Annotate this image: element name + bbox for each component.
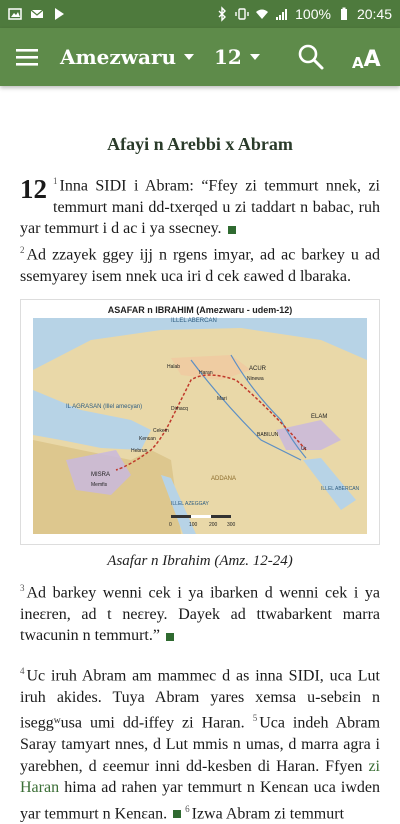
verse-number[interactable]: 1 [53,176,58,186]
map-svg [21,300,379,544]
paragraph [20,578,380,647]
map-label: Ninewa [247,376,264,383]
battery-percent: 100% [295,6,331,22]
gallery-icon [8,7,22,21]
verse-number[interactable]: 3 [20,583,25,594]
chevron-down-icon [250,54,260,60]
notification-icons [8,7,66,21]
paragraph [20,171,380,287]
svg-text:100: 100 [189,522,198,529]
verse-number[interactable]: 5 [252,713,258,724]
highlighted-text[interactable]: zi Haran [20,757,380,797]
reading-pane[interactable] [0,86,400,822]
map-label: Hebrun [131,448,148,455]
book-selector[interactable] [60,45,194,69]
book-name: Amezwaru [60,45,177,69]
map-label: ILLEL ABERCAN [321,486,360,493]
chapter-name: 12 [214,45,242,69]
wifi-icon [255,7,269,21]
verse-number[interactable]: 4 [20,665,25,676]
status-bar [0,0,400,28]
verse-text[interactable]: Ad zzayek ggey ijj n rgens imyar, ad ac barkey u ad ssemyarey isem nnek uca iri d cek ɛawed d lbaraka. [20,246,380,285]
svg-text:0: 0 [169,522,172,529]
map-label: ACUR [249,366,267,373]
app-bar [0,28,400,86]
paragraph-end-marker [166,633,174,641]
map-image[interactable] [20,299,380,545]
chapter-selector[interactable] [214,45,260,69]
hamburger-menu-icon [16,47,40,67]
map-label: ADDANA [211,476,237,483]
mail-icon [30,7,44,21]
search-button[interactable] [296,42,326,72]
chapter-number: 12 [20,174,47,204]
map-label: Cekem [153,428,169,435]
map-label: MISRA [91,472,111,479]
battery-icon [337,7,351,21]
map-label: ELAM [311,414,328,421]
map-label: Dimacq [171,406,188,413]
map-label: Halab [167,364,181,371]
play-store-icon [52,7,66,21]
map-label: Haran [199,370,213,377]
verse-text[interactable]: hima ad rahen yar temmurt n Kenɛan uca iwden yar temmurt n Kenɛan. [20,779,380,822]
verse-text[interactable]: Uc iruh Abram am mammec d as inna SIDI, uca Lut iruh akides. Tuya Abram yares xemsa u-sebɛin n iseggʷusa umi dd-iffey zi Haran. [20,667,380,732]
map-label: BABILUN [257,432,279,439]
verse-number[interactable]: 2 [20,244,25,255]
verse-number[interactable]: 6 [185,803,190,814]
map-label: ILLEL ABERCAN [171,318,217,325]
text-size-icon-small: A [352,54,364,72]
svg-text:300: 300 [227,522,236,529]
chevron-down-icon [184,54,194,60]
bluetooth-icon [215,7,229,21]
text-size-icon-large: A [363,47,381,72]
verse-text[interactable]: Uca indeh Abram Saray tamyart nnes, d Lut mmis n umas, d marra agra i yarebhen, d ɛeemur inni dd-kesben di Haran. Ffyen [20,714,381,775]
map-label: Mari [217,396,227,403]
svg-text:200: 200 [209,522,218,529]
map-label: Ur [301,446,307,453]
verse-text[interactable]: Inna SIDI i Abram: “Ffey zi temmurt nnek, zi temmurt mani dd-txerqed u zi taddart n babac, ruh yar temmurt i d ac i ya ssecney. [20,177,380,238]
map-label: ILLEL AZEGGAY [171,501,209,508]
map-caption: Asafar n Ibrahim (Amz. 12-24) [107,553,293,570]
paragraph-end-marker [173,810,181,818]
system-icons [215,6,392,22]
menu-button[interactable] [0,28,56,86]
signal-icon [275,7,289,21]
verse-text[interactable]: Ad barkey wenni cek i ya ibarken d wenni cek i ya ineɛren, ad t neɛrey. Dayek ad ttwabarkent marra twacunin n temmurt.” [20,584,380,645]
map-label: Kenɛan [139,436,156,443]
paragraph [20,661,380,824]
text-size-button[interactable] [352,40,386,72]
map-title: ASAFAR n IBRAHIM (Amezwaru - udem-12) [107,305,293,316]
map-label: IL AGRASAN (Illel amecyan) [66,404,143,411]
verse-text[interactable]: Izwa Abram zi temmurt [191,804,345,822]
section-heading: Afayi n Arebbi x Abram [107,134,293,154]
paragraph-end-marker [228,226,236,234]
vibrate-icon [235,7,249,21]
clock: 20:45 [356,6,392,22]
map-label: Memfis [91,482,108,489]
